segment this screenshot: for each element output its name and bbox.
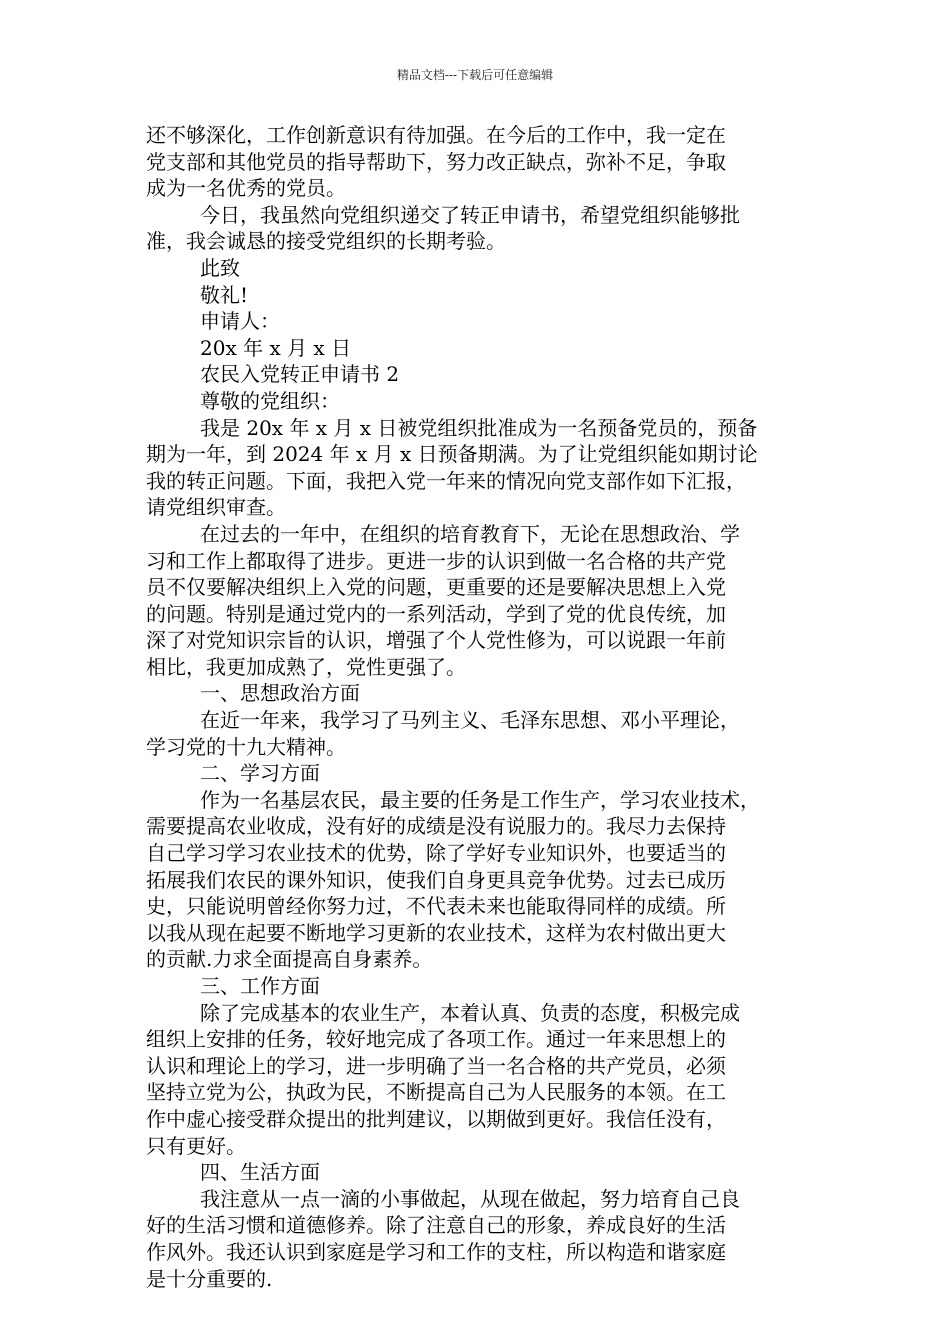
text-line: 史，只能说明曾经你努力过，不代表未来也能取得同样的成绩。所	[146, 894, 726, 919]
text-line: 只有更好。	[146, 1133, 246, 1158]
text-line: 期为一年，到 2024 年 x 月 x 日预备期满。为了让党组织能如期讨论	[146, 442, 758, 467]
text-line: 农民入党转正申请书 2	[200, 362, 400, 387]
text-line: 我是 20x 年 x 月 x 日被党组织批准成为一名预备党员的，预备	[200, 415, 758, 440]
text-line: 我的转正问题。下面，我把入党一年来的情况向党支部作如下汇报，	[146, 468, 746, 493]
text-line: 除了完成基本的农业生产，本着认真、负责的态度，积极完成	[200, 1000, 740, 1025]
text-line: 自己学习学习农业技术的优势，除了学好专业知识外，也要适当的	[146, 841, 726, 866]
text-line: 员不仅要解决组织上入党的问题，更重要的还是要解决思想上入党	[146, 575, 726, 600]
text-line: 作中虚心接受群众提出的批判建议，以期做到更好。我信任没有，	[146, 1106, 726, 1131]
text-line: 组织上安排的任务，较好地完成了各项工作。通过一年来思想上的	[146, 1027, 726, 1052]
text-line: 的贡献.力求全面提高自身素养。	[146, 947, 433, 972]
page-header: 精品文档---下载后可任意编辑	[396, 68, 554, 82]
text-line: 三、工作方面	[200, 974, 320, 998]
text-line: 准，我会诚恳的接受党组织的长期考验。	[146, 229, 506, 254]
text-line: 深了对党知识宗旨的认识，增强了个人党性修为，可以说跟一年前	[146, 628, 726, 653]
text-line: 此致	[200, 255, 240, 280]
text-line: 拓展我们农民的课外知识，使我们自身更具竞争优势。过去已成历	[146, 867, 726, 892]
text-line: 请党组织审查。	[146, 495, 286, 520]
text-line: 的问题。特别是通过党内的一系列活动，学到了党的优良传统，加	[146, 601, 726, 626]
text-line: 好的生活习惯和道德修养。除了注意自己的形象，养成良好的生活	[146, 1213, 726, 1238]
text-line: 我注意从一点一滴的小事做起，从现在做起，努力培育自己良	[200, 1186, 740, 1211]
text-line: 20x 年 x 月 x 日	[200, 335, 352, 360]
text-line: 在近一年来，我学习了马列主义、毛泽东思想、邓小平理论，	[200, 708, 740, 733]
text-line: 还不够深化，工作创新意识有待加强。在今后的工作中，我一定在	[146, 123, 726, 147]
text-line: 申请人：	[200, 309, 280, 334]
text-line: 作风外。我还认识到家庭是学习和工作的支柱，所以构造和谐家庭	[146, 1239, 726, 1264]
text-line: 党支部和其他党员的指导帮助下，努力改正缺点，弥补不足，争取	[146, 149, 726, 174]
text-line: 四、生活方面	[200, 1160, 320, 1185]
text-line: 习和工作上都取得了进步。更进一步的认识到做一名合格的共产党	[146, 548, 726, 573]
text-line: 在过去的一年中，在组织的培育教育下，无论在思想政治、学	[200, 521, 740, 546]
text-line: 以我从现在起要不断地学习更新的农业技术，这样为农村做出更大	[146, 920, 726, 945]
text-line: 认识和理论上的学习，进一步明确了当一名合格的共产党员，必须	[146, 1053, 726, 1078]
text-line: 成为一名优秀的党员。	[146, 176, 346, 201]
text-line: 学习党的十九大精神。	[146, 734, 346, 759]
text-line: 作为一名基层农民，最主要的任务是工作生产，学习农业技术，	[200, 787, 760, 812]
text-line: 坚持立党为公，执政为民，不断提高自己为人民服务的本领。在工	[146, 1080, 726, 1105]
text-line: 相比，我更加成熟了，党性更强了。	[146, 654, 466, 679]
text-line: 敬礼!	[200, 282, 249, 307]
text-line: 今日，我虽然向党组织递交了转正申请书，希望党组织能够批	[200, 202, 740, 227]
text-line: 二、学习方面	[200, 761, 320, 786]
text-line: 需要提高农业收成，没有好的成绩是没有说服力的。我尽力去保持	[146, 814, 726, 839]
document-body	[146, 122, 818, 1292]
text-line: 一、思想政治方面	[200, 681, 360, 706]
text-line: 是十分重要的.	[146, 1266, 273, 1291]
text-line: 尊敬的党组织：	[200, 388, 340, 413]
